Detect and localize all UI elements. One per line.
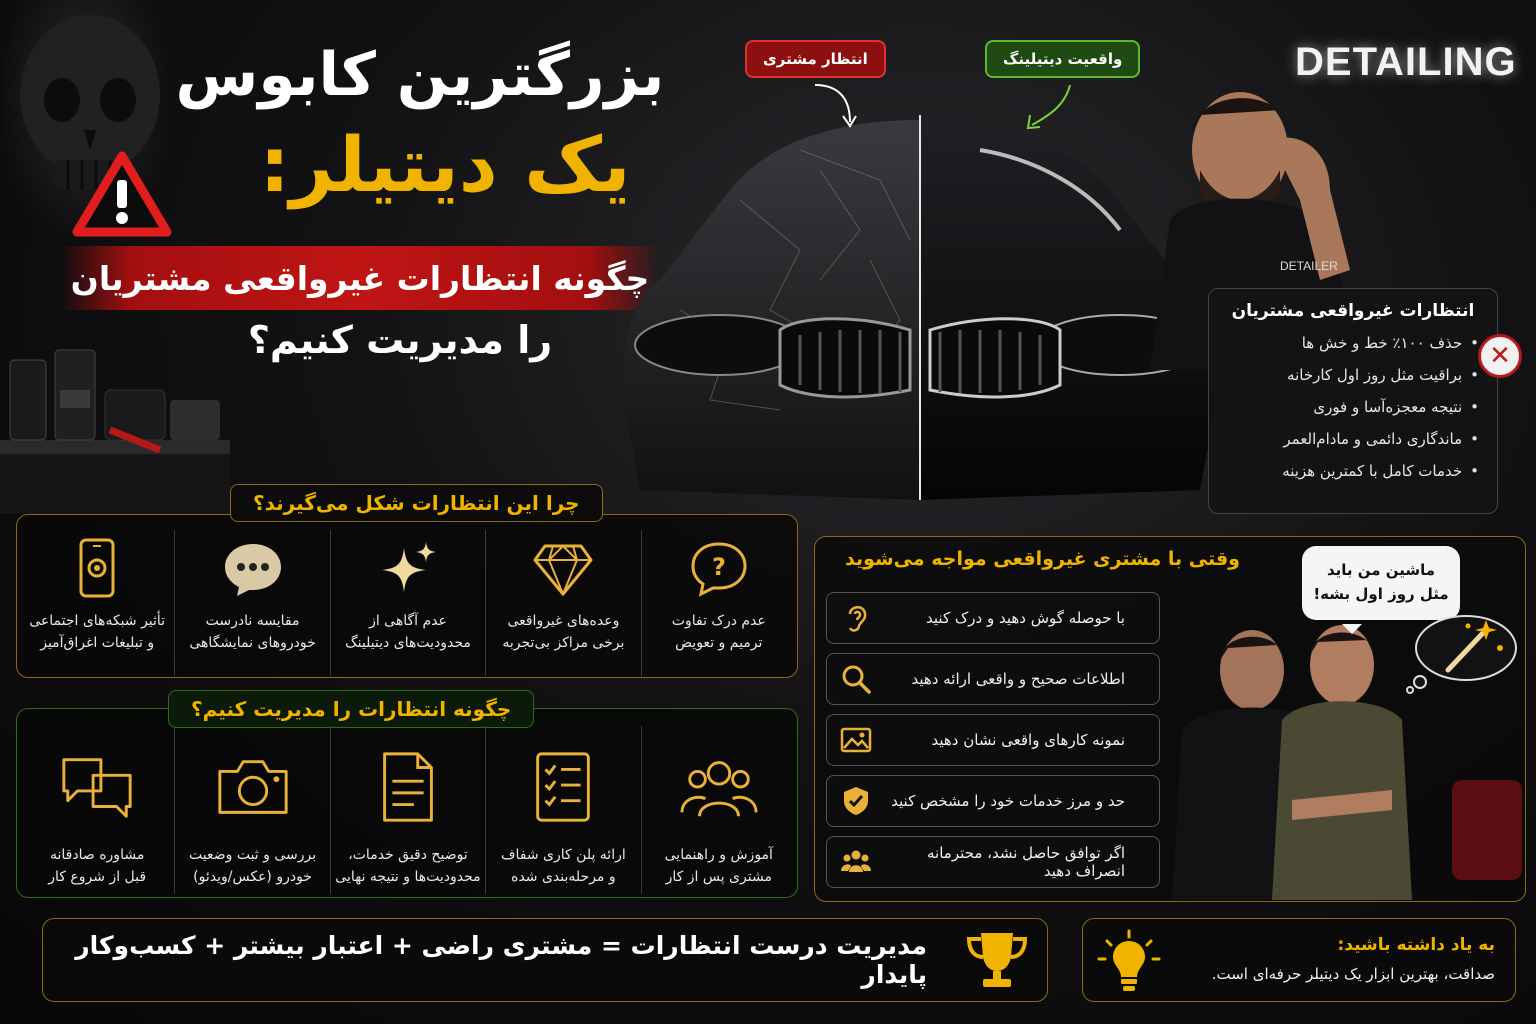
face-title: وقتی با مشتری غیرواقعی مواجه می‌شوید (844, 548, 1240, 570)
face-item (826, 653, 1160, 705)
speech-line-1: ماشین من باید (1326, 561, 1436, 579)
how-cell-line1: توضیح دقیق خدمات، (348, 847, 468, 863)
unrealistic-item: • حذف ۱۰۰٪ خط و خش ها (1227, 327, 1479, 359)
how-cell (174, 726, 329, 894)
why-cell (174, 530, 329, 676)
equation-text: مدیریت درست انتظارات = مشتری راضی + اعتبار بیشتر + کسب‌وکار پایدار (75, 931, 927, 989)
chat-dots-icon (221, 536, 285, 600)
people-group-icon (680, 748, 758, 826)
svg-text:?: ? (711, 553, 726, 581)
detailing-reality-tag: واقعیت دیتیلینگ (985, 40, 1140, 78)
unrealistic-item: • براقیت مثل روز اول کارخانه (1227, 359, 1479, 391)
why-cell (641, 530, 796, 676)
how-cell-line1: مشاوره صادقانه (50, 847, 145, 863)
why-cell-line1: وعده‌های غیرواقعی (507, 613, 620, 629)
lightbulb-icon (1097, 929, 1161, 993)
speech-bubble (1302, 546, 1460, 620)
face-item (826, 714, 1160, 766)
subtitle-banner (60, 246, 660, 310)
how-cell-line1: بررسی و ثبت وضعیت (189, 847, 317, 863)
how-cell-line2: قبل از شروع کار (48, 869, 147, 885)
how-cell (485, 726, 640, 894)
face-item-text: نمونه کارهای واقعی نشان دهید (931, 731, 1125, 749)
why-cell (330, 530, 485, 676)
how-cell (330, 726, 485, 894)
shield-check-icon (838, 783, 874, 819)
subtitle-line-1: چگونه انتظارات غیرواقعی مشتریان (70, 258, 650, 298)
trophy-icon (947, 929, 1047, 991)
warning-icon (72, 150, 172, 238)
how-cell (20, 726, 174, 894)
why-cell-line1: مقایسه نادرست (205, 613, 300, 629)
why-cell (485, 530, 640, 676)
why-cell-line2: و تبلیغات اغراق‌آمیز (40, 635, 155, 651)
how-cells (20, 726, 796, 894)
team-icon (838, 844, 874, 880)
face-item-text: حد و مرز خدمات خود را مشخص کنید (891, 792, 1125, 810)
subtitle-line-2: را مدیریت کنیم؟ (247, 318, 553, 362)
reminder-text: صداقت، بهترین ابزار یک دیتیلر حرفه‌ای است. (1211, 965, 1495, 983)
chat-bubbles-icon (58, 748, 136, 826)
title-line-1: بزرگترین کابوس (175, 40, 665, 110)
x-mark-icon: ✕ (1478, 334, 1522, 378)
face-item-text: با حوصله گوش دهید و درک کنید (926, 609, 1125, 627)
magnifier-icon (838, 661, 874, 697)
how-cell-line1: آموزش و راهنمایی (664, 847, 773, 863)
detailing-sign: DETAILING (1295, 40, 1517, 84)
face-item (826, 592, 1160, 644)
face-item-text: اگر توافق حاصل نشد، محترمانه انصراف دهید (927, 844, 1125, 880)
face-item-text: اطلاعات صحیح و واقعی ارائه دهید (911, 670, 1125, 688)
sparkle-icon (376, 536, 440, 600)
diamond-icon (531, 536, 595, 600)
how-cell-line2: محدودیت‌ها و نتیجه نهایی (335, 869, 481, 885)
customer-expectation-tag: انتظار مشتری (745, 40, 886, 78)
thought-bubble (1406, 612, 1518, 694)
why-cell-line2: محدودیت‌های دیتیلینگ (345, 635, 471, 651)
document-icon (369, 748, 447, 826)
title-line-2: یک دیتیلر: (259, 120, 631, 209)
why-cell-line1: تأثیر شبکه‌های اجتماعی (29, 613, 166, 629)
why-heading: چرا این انتظارات شکل می‌گیرند؟ (230, 484, 603, 522)
arrow-to-clean-icon (1020, 80, 1080, 135)
how-cell-line1: ارائه پلن کاری شفاف (501, 847, 626, 863)
unrealistic-item: • خدمات کامل با کمترین هزینه (1227, 455, 1479, 487)
question-bubble-icon (687, 536, 751, 600)
checklist-icon (524, 748, 602, 826)
how-cell (641, 726, 796, 894)
unrealistic-item: • نتیجه معجزه‌آسا و فوری (1227, 391, 1479, 423)
shirt-label: DETAILER (1280, 259, 1338, 273)
why-cell-line2: برخی مراکز بی‌تجربه (502, 635, 625, 651)
arrow-to-damaged-icon (810, 80, 870, 130)
camera-icon (214, 748, 292, 826)
ear-icon (838, 600, 874, 636)
unrealistic-title: انتظارات غیرواقعی مشتریان (1231, 301, 1475, 321)
how-cell-line2: مشتری پس از کار (665, 869, 772, 885)
image-icon (838, 722, 874, 758)
unrealistic-expectations-box (1208, 288, 1498, 514)
equation-banner (42, 918, 1048, 1002)
speech-line-2: مثل روز اول بشه! (1313, 585, 1449, 603)
how-cell-line2: خودرو (عکس/ویدئو) (193, 869, 312, 885)
why-cell-line2: خودروهای نمایشگاهی (189, 635, 316, 651)
face-item (826, 836, 1160, 888)
face-item (826, 775, 1160, 827)
why-cells (20, 530, 796, 676)
how-cell-line2: و مرحله‌بندی شده (511, 869, 616, 885)
unrealistic-item: • ماندگاری دائمی و مادام‌العمر (1227, 423, 1479, 455)
how-heading: چگونه انتظارات را مدیریت کنیم؟ (168, 690, 534, 728)
why-cell (20, 530, 174, 676)
reminder-box (1082, 918, 1516, 1002)
why-cell-line2: ترمیم و تعویض (675, 635, 763, 651)
why-cell-line1: عدم درک تفاوت (671, 613, 766, 629)
why-cell-line1: عدم آگاهی از (369, 613, 447, 629)
smartphone-icon (65, 536, 129, 600)
reminder-title: به یاد داشته باشید: (1337, 935, 1495, 955)
